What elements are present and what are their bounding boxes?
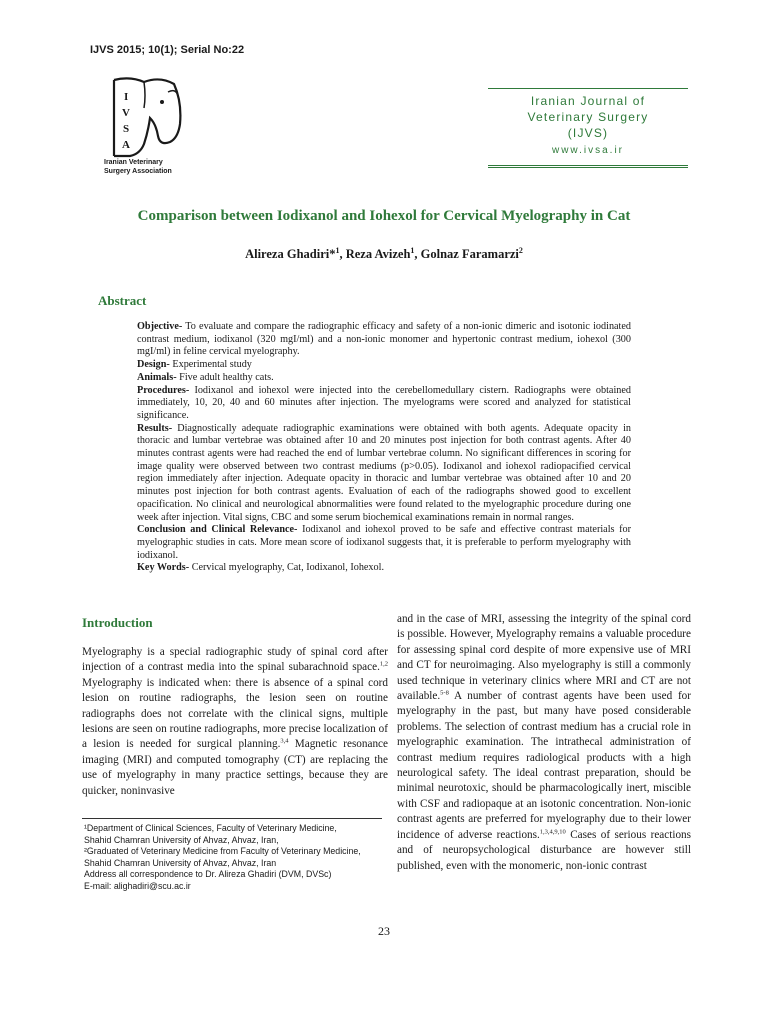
body-text: Myelography is indicated when: there is absence of a spinal cord lesion on routine radiographs, the lesion seen on routine radiographs does not correlate with the clinical signs, multiple lesions are seen on routine radiographs, more precise localization of a lesion is needed for surgical planning. bbox=[82, 676, 388, 751]
body-text: Myelography is a special radiographic study of spinal cord after injection of a contrast media into the spinal subarachnoid space. bbox=[82, 646, 388, 674]
page-number: 23 bbox=[378, 924, 390, 938]
abstract-text: Iodixanol and iohexol were injected into the cerebellomedullary cistern. Radiographs were obtained immediately, 10, 20, 40 and 60 minutes after injection. The myelograms were scored and analyzed for statistical significance. bbox=[137, 384, 631, 421]
citation-ref[interactable]: 1,2 bbox=[379, 660, 388, 668]
abstract-procedures bbox=[137, 385, 631, 423]
author-name: Reza Avizeh bbox=[345, 247, 411, 262]
logo-letter: A bbox=[122, 139, 130, 151]
author-name: Golnaz Faramarzi bbox=[420, 247, 519, 262]
logo-caption: Iranian Veterinary bbox=[104, 159, 163, 166]
author-affiliation-mark: 1 bbox=[335, 246, 340, 255]
author-name: Alireza Ghadiri* bbox=[245, 247, 336, 262]
body-text: Cases of serious reactions and of neuropsychological disturbance are however still published, even with the monomeric, non-ionic contrast bbox=[397, 828, 691, 872]
horse-head-icon bbox=[100, 72, 196, 176]
article-title: Comparison between Iodixanol and Iohexol for Cervical Myelography in Cat bbox=[137, 208, 631, 224]
abstract-conclusion bbox=[137, 524, 631, 562]
citation-ref[interactable]: 5-8 bbox=[440, 689, 449, 697]
abstract-label: Key Words- bbox=[137, 562, 190, 574]
author-separator: , bbox=[414, 247, 421, 262]
footnote-line: Shahid Chamran University of Ahvaz, Ahvaz, Iran, bbox=[84, 834, 279, 845]
journal-citation: IJVS 2015; 10(1); Serial No:22 bbox=[90, 44, 245, 56]
body-paragraph bbox=[397, 612, 691, 874]
body-text: A number of contrast agents have been used for myelography in the past, but many have posed considerable problems. The selection of contrast medium has a crucial role in myelographic examination. The intrathecal administration of contrast medium requires radiological products with a high neurological safety. The ideal contrast preparation, should be minimal neurotoxic, should be pharmacologically inert, miscible with CSF and radiopaque at an isotonic concentration. Non-ionic contrast agents are preferred for myelography due to their lower incidence of adverse reactions. bbox=[397, 690, 691, 841]
abstract-body bbox=[137, 321, 631, 575]
body-paragraph bbox=[82, 645, 388, 799]
abstract-label: Conclusion and Clinical Relevance- bbox=[137, 524, 298, 536]
abstract-label: Design- bbox=[137, 359, 170, 371]
ivsa-logo bbox=[100, 72, 196, 176]
logo-letter: V bbox=[122, 107, 130, 119]
logo-letter: S bbox=[123, 123, 130, 135]
author-affiliation-mark: 1 bbox=[410, 246, 415, 255]
footnote-line: Shahid Chamran University of Ahvaz, Ahvaz, Iran bbox=[84, 857, 277, 868]
journal-name-line: Iranian Journal of bbox=[530, 94, 646, 108]
abstract-label: Animals- bbox=[137, 371, 177, 383]
body-column-right bbox=[397, 612, 691, 874]
journal-abbrev: (IJVS) bbox=[567, 126, 609, 140]
footnote-line: ¹Department of Clinical Sciences, Faculty of Veterinary Medicine, bbox=[84, 823, 337, 833]
citation-ref[interactable]: 1,3,4,9,10 bbox=[539, 827, 566, 835]
footnote-line: Address all correspondence to Dr. Alireza Ghadiri (DVM, DVSc) bbox=[84, 869, 332, 880]
footnotes bbox=[84, 823, 384, 893]
footnote-email[interactable]: E-mail: alighadiri@scu.ac.ir bbox=[84, 880, 191, 891]
abstract-text: To evaluate and compare the radiographic efficacy and safety of a non-ionic dimeric and isotonic iodinated contrast medium, iodixanol (320 mgI/ml) and a non-ionic monomer and hypertonic contrast medium, iohexol (300 mgI/ml) in feline cervical myelography. bbox=[137, 321, 631, 358]
footnote-divider bbox=[82, 818, 382, 819]
abstract-label: Results- bbox=[137, 422, 173, 434]
logo-caption: Surgery Association bbox=[104, 168, 172, 175]
footnote-line: ²Graduated of Veterinary Medicine from Faculty of Veterinary Medicine, bbox=[84, 846, 361, 857]
abstract-animals bbox=[137, 372, 631, 385]
abstract-text: Cervical myelography, Cat, Iodixanol, Iohexol. bbox=[189, 562, 385, 574]
abstract-label: Procedures- bbox=[137, 384, 190, 396]
abstract-keywords bbox=[137, 562, 631, 575]
journal-name-line: Veterinary Surgery bbox=[527, 110, 649, 124]
body-text: Magnetic resonance imaging (MRI) and computed tomography (CT) are replacing the use of myelography in many practice settings, because they are quicker, noninvasive bbox=[82, 738, 388, 797]
journal-masthead bbox=[488, 88, 688, 168]
body-column-left bbox=[82, 645, 388, 799]
citation-ref[interactable]: 3,4 bbox=[280, 737, 289, 745]
abstract-text: Iodixanol and iohexol proved to be safe and effective contrast materials for myelographic studies in cats. More mean score of iodixanol suggests that, it is preferable to perform myelography with iodixanol. bbox=[137, 524, 631, 561]
author-separator: , bbox=[339, 247, 346, 262]
abstract-text: Five adult healthy cats. bbox=[176, 371, 274, 383]
author-affiliation-mark: 2 bbox=[518, 246, 523, 255]
body-text: and in the case of MRI, assessing the integrity of the spinal cord is possible. However, Myelography remains a valuable procedure for assessing spinal cord despite of more expensive use of MRI and CT for neuroimaging. Also myelography is still a commonly used technique in veterinary clinics where MRI and CT are not available. bbox=[397, 613, 691, 703]
abstract-objective bbox=[137, 321, 631, 359]
author-list bbox=[60, 246, 708, 262]
abstract-text: Diagnostically adequate radiographic examinations were obtained with both agents. Adequate opacity in thoracic and lumbar vertebrae was obtained after 10 and 20 minutes post injection for both contrast agents. After 40 minutes contrast agents were had reached the end of lumbar vertebrae column. No significant differences in scoring for image quality were observed between two contrast mediums (p>0.05). Iodixanol and iohexol radiopacified cervical region immediately after injection. Adequate opacity in thoracic and lumbar vertebrae was obtained after 10 and 20 minutes post injection for both contrast agents. Evaluation of each of the radiographs showed good to excellent opacification. No clinical and neurological abnormalities were found related to the myelographic procedure during one week after injection. Vital signs, CBC and some serum biochemical examinations remain in normal ranges. bbox=[137, 422, 631, 523]
logo-letter: I bbox=[124, 91, 129, 103]
abstract-text: Experimental study bbox=[169, 359, 252, 371]
journal-url[interactable]: www.ivsa.ir bbox=[551, 145, 624, 156]
introduction-heading: Introduction bbox=[82, 615, 153, 630]
abstract-design bbox=[137, 359, 631, 372]
abstract-results bbox=[137, 423, 631, 525]
abstract-heading: Abstract bbox=[98, 293, 147, 308]
abstract-label: Objective- bbox=[137, 321, 183, 332]
